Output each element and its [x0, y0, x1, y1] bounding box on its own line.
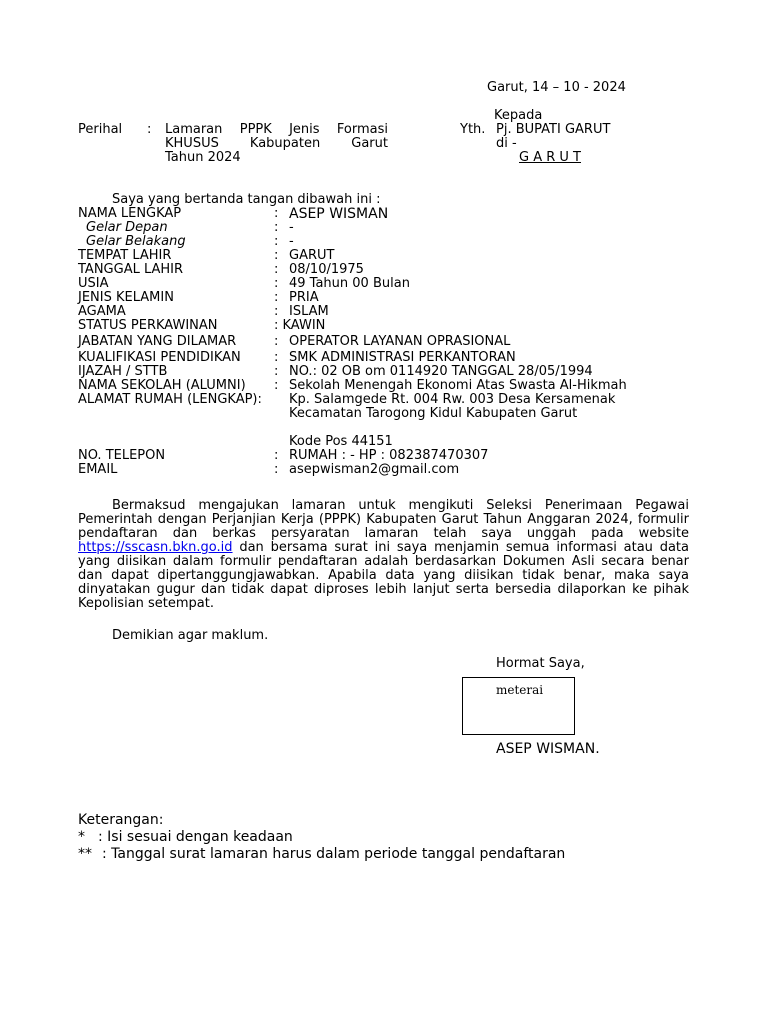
signer-name: ASEP WISMAN.: [496, 741, 600, 757]
field-row: [78, 421, 698, 435]
field-value: -: [289, 220, 294, 235]
field-value: 49 Tahun 00 Bulan: [289, 276, 410, 291]
note-text: : Tanggal surat lamaran harus dalam periode tanggal pendaftaran: [102, 846, 566, 862]
recipient-place: G A R U T: [519, 150, 581, 165]
field-value: -: [289, 234, 294, 249]
field-colon: :: [274, 248, 279, 263]
field-colon: :: [274, 378, 279, 393]
field-colon: :: [274, 276, 279, 291]
field-row: [78, 435, 698, 449]
recipient-name: Pj. BUPATI GARUT: [496, 122, 611, 137]
signature-greeting: Hormat Saya,: [496, 656, 585, 671]
body-text-part-2: dan bersama surat ini saya menjamin semua informasi atau data yang diisikan dalam formulir pendaftaran adalah berdasarkan Dokumen Asli secara benar dan dapat dipertanggungjawabkan. Apabila data yang diisikan tidak benar, maka saya dinyatakan gugur dan tidak dapat diproses lebih lanjut serta bersedia dilaporkan ke pihak Kepolisian setempat.: [78, 540, 689, 611]
field-label: JABATAN YANG DILAMAR: [78, 334, 237, 349]
note-mark: *: [78, 829, 85, 845]
intro-text: Saya yang bertanda tangan dibawah ini :: [112, 192, 381, 207]
field-row: [78, 207, 698, 221]
perihal-text: [165, 123, 388, 165]
field-value: Kecamatan Tarogong Kidul Kabupaten Garut: [289, 406, 578, 421]
field-label: Gelar Belakang: [86, 234, 186, 249]
field-value: 08/10/1975: [289, 262, 364, 277]
field-label: EMAIL: [78, 462, 118, 477]
field-row: [78, 319, 698, 333]
field-label: TEMPAT LAHIR: [78, 248, 172, 263]
field-row: [78, 277, 698, 291]
field-label: USIA: [78, 276, 109, 291]
field-value: RUMAH : - HP : 082387470307: [289, 448, 489, 463]
field-row: [78, 393, 698, 407]
field-label: STATUS PERKAWINAN: [78, 318, 218, 333]
field-colon: : KAWIN: [274, 318, 326, 333]
field-value: Sekolah Menengah Ekonomi Atas Swasta Al-Hikmah: [289, 378, 627, 393]
field-value: ASEP WISMAN: [289, 206, 389, 222]
sscasn-link[interactable]: https://sscasn.bkn.go.id: [78, 540, 233, 555]
field-colon: :: [274, 234, 279, 249]
perihal-line-3: Tahun 2024: [165, 150, 241, 165]
field-value: PRIA: [289, 290, 319, 305]
field-row: [78, 449, 698, 463]
field-colon: :: [274, 262, 279, 277]
notes-title: Keterangan:: [78, 812, 164, 828]
field-row: [78, 463, 698, 477]
meterai-label: meterai: [496, 683, 544, 697]
field-value: GARUT: [289, 248, 335, 263]
field-colon: :: [274, 220, 279, 235]
field-value: ISLAM: [289, 304, 329, 319]
field-row: [78, 365, 698, 379]
field-value: OPERATOR LAYANAN OPRASIONAL: [289, 334, 511, 349]
body-paragraph: [78, 499, 689, 611]
field-row: [78, 263, 698, 277]
meterai-stamp-box: [462, 677, 575, 735]
field-value: asepwisman2@gmail.com: [289, 462, 460, 477]
field-row: [78, 335, 698, 349]
field-label: JENIS KELAMIN: [78, 290, 174, 305]
field-row: [78, 305, 698, 319]
field-row: [78, 351, 698, 365]
letter-date: Garut, 14 – 10 - 2024: [487, 80, 626, 95]
notes-block: [78, 812, 566, 863]
body-text-part-1: Bermaksud mengajukan lamaran untuk mengikuti Seleksi Penerimaan Pegawai Pemerintah dengan Perjanjian Kerja (PPPK) Kabupaten Garut Tahun Anggaran 2024, formulir pendaftaran dan berkas persyaratan lamaran telah saya unggah pada website: [78, 498, 689, 541]
field-label: Gelar Depan: [86, 220, 168, 235]
field-colon: :: [274, 290, 279, 305]
recipient-kepada: Kepada: [494, 108, 543, 123]
field-colon: :: [274, 462, 279, 477]
field-label: ALAMAT RUMAH (LENGKAP):: [78, 392, 262, 407]
note-text: : Isi sesuai dengan keadaan: [98, 829, 293, 845]
closing-text: Demikian agar maklum.: [112, 628, 269, 643]
field-row: [78, 291, 698, 305]
note-mark: **: [78, 846, 92, 862]
field-value: Kode Pos 44151: [289, 434, 393, 449]
recipient-di: di -: [496, 136, 517, 151]
field-label: AGAMA: [78, 304, 126, 319]
field-colon: :: [274, 364, 279, 379]
field-value: SMK ADMINISTRASI PERKANTORAN: [289, 350, 516, 365]
field-row: [78, 379, 698, 393]
field-label: NAMA LENGKAP: [78, 206, 182, 221]
field-colon: :: [274, 304, 279, 319]
perihal-line-1: Lamaran PPPK Jenis Formasi: [165, 122, 388, 137]
field-colon: :: [274, 448, 279, 463]
recipient-yth: Yth.: [460, 122, 486, 137]
perihal-colon: :: [147, 122, 152, 137]
field-row: [78, 235, 698, 249]
field-label: NO. TELEPON: [78, 448, 166, 463]
field-colon: :: [274, 206, 279, 221]
field-row: [78, 407, 698, 421]
field-label: TANGGAL LAHIR: [78, 262, 184, 277]
field-row: [78, 221, 698, 235]
field-label: IJAZAH / STTB: [78, 364, 168, 379]
field-value: Kp. Salamgede Rt. 004 Rw. 003 Desa Kersamenak: [289, 392, 616, 407]
field-row: [78, 249, 698, 263]
applicant-fields: [78, 207, 698, 477]
perihal-line-2: KHUSUS Kabupaten Garut: [165, 136, 388, 151]
field-label: KUALIFIKASI PENDIDIKAN: [78, 350, 241, 365]
field-colon: :: [274, 334, 279, 349]
field-colon: :: [274, 350, 279, 365]
field-value: NO.: 02 OB om 0114920 TANGGAL 28/05/1994: [289, 364, 593, 379]
field-label: NAMA SEKOLAH (ALUMNI): [78, 378, 246, 393]
perihal-label: Perihal: [78, 122, 123, 137]
